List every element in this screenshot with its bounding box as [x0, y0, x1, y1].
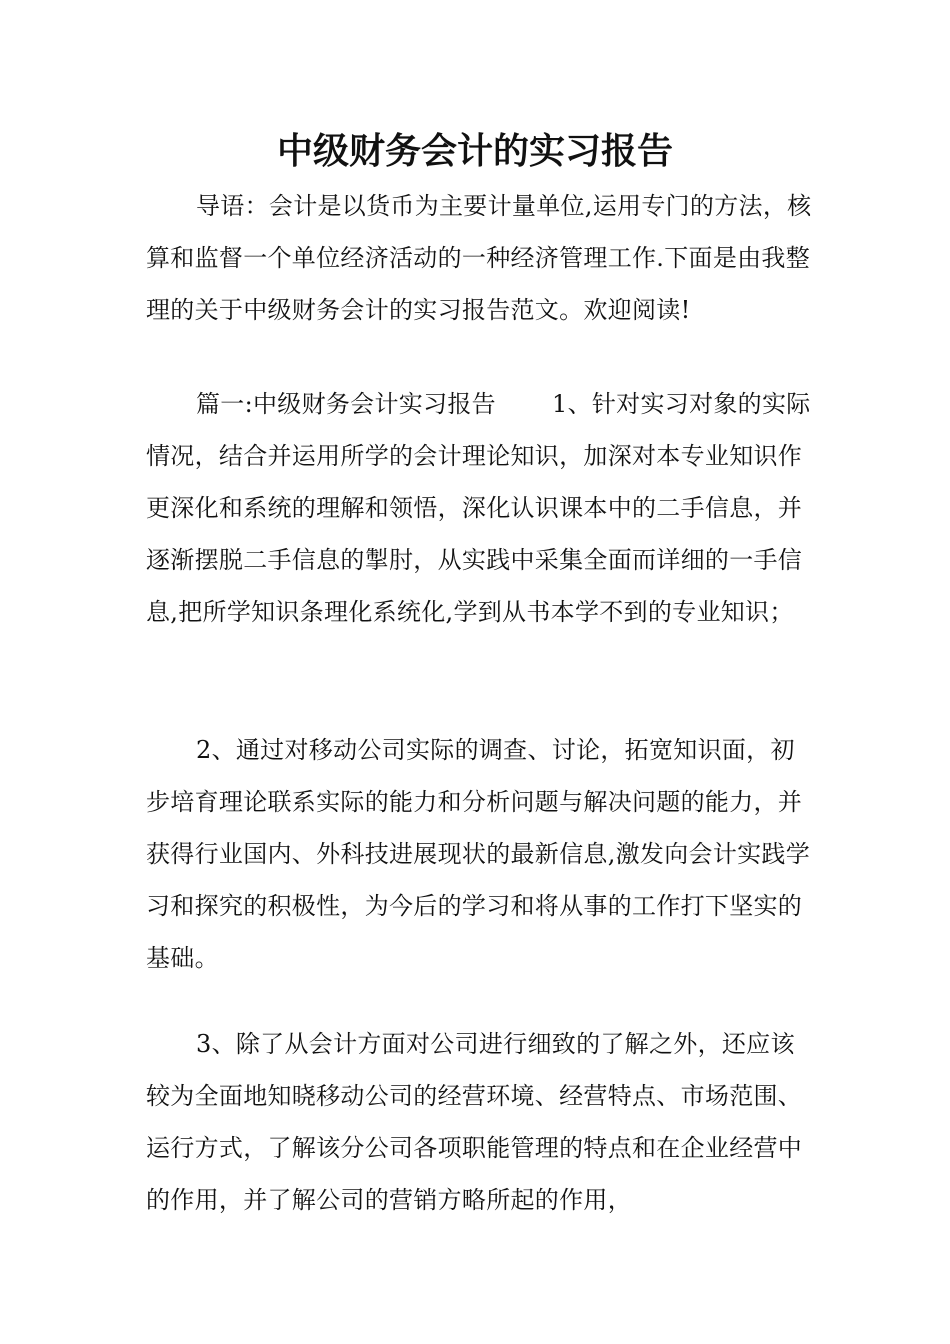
- intro-paragraph: 导语：会计是以货币为主要计量单位,运用专门的方法，核算和监督一个单位经济活动的一种经济管理工作.下面是由我整理的关于中级财务会计的实习报告范文。欢迎阅读!: [146, 192, 812, 324]
- section-1-paragraph: [146, 378, 816, 638]
- paragraph-1-text: 1、针对实习对象的实际情况，结合并运用所学的会计理论知识，加深对本专业知识作更深化和系统的理解和领悟，深化认识课本中的二手信息，并逐渐摆脱二手信息的掣肘，从实践中采集全面而详细的一手信息,把所学知识条理化系统化,学到从书本学不到的专业知识；: [146, 390, 811, 626]
- document-title: 中级财务会计的实习报告: [276, 131, 673, 172]
- paragraph-2: 2、通过对移动公司实际的调查、讨论，拓宽知识面，初步培育理论联系实际的能力和分析问题与解决问题的能力，并获得行业国内、外科技进展现状的最新信息,激发向会计实践学习和探究的积极性，为今后的学习和将从事的工作打下坚实的基础。: [146, 736, 811, 972]
- paragraph-3: 3、除了从会计方面对公司进行细致的了解之外，还应该较为全面地知晓移动公司的经营环境、经营特点、市场范围、运行方式，了解该分公司各项职能管理的特点和在企业经营中的作用，并了解公司的营销方略所起的作用，: [146, 1030, 803, 1214]
- section-heading: 篇一:中级财务会计实习报告: [196, 390, 496, 418]
